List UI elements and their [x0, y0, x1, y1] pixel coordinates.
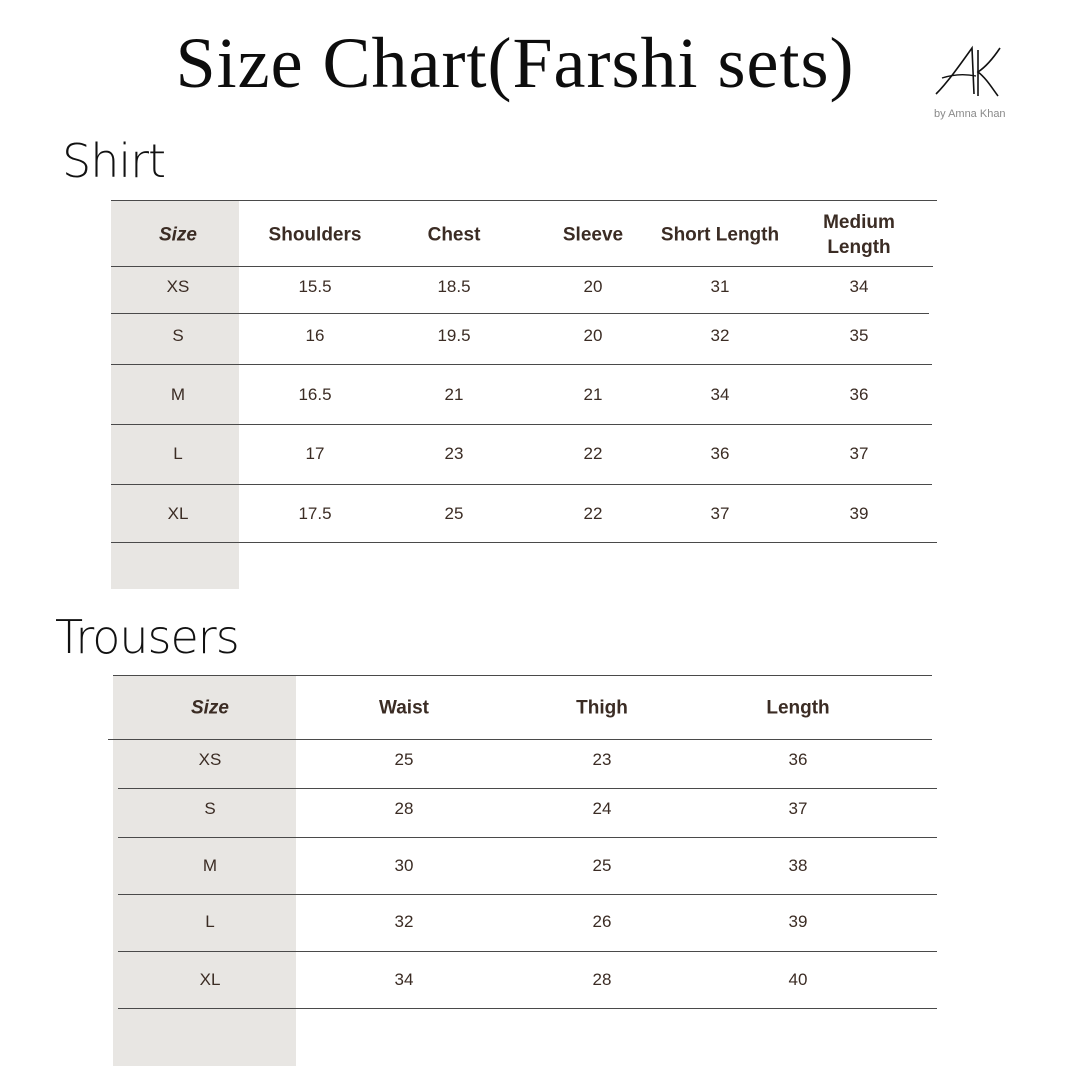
trousers-row-divider: [113, 675, 932, 676]
shirt-row-divider: [111, 364, 932, 365]
shirt-row-divider: [111, 484, 932, 485]
shirt-cell-sleeve: 21: [583, 385, 603, 404]
trousers-row-divider: [118, 894, 937, 895]
monogram-icon: [928, 44, 1008, 104]
trousers-cell-thigh: 28: [592, 970, 612, 989]
shirt-cell-short-length: 32: [710, 326, 730, 345]
trousers-cell-length: 40: [788, 970, 808, 989]
shirt-header-sleeve: Sleeve: [562, 224, 624, 246]
trousers-cell-size: L: [205, 912, 215, 931]
shirt-cell-chest: 23: [444, 444, 464, 463]
trousers-header-size: Size: [190, 697, 230, 719]
trousers-row-divider: [108, 739, 932, 740]
trousers-row-divider: [118, 837, 937, 838]
shirt-row-divider: [111, 200, 937, 201]
trousers-cell-size: S: [204, 799, 216, 818]
trousers-cell-size: XS: [198, 750, 222, 769]
shirt-heading: Shirt: [62, 134, 166, 188]
page-title: Size Chart(Farshi sets): [175, 23, 855, 103]
shirt-cell-chest: 19.5: [437, 326, 471, 345]
shirt-cell-chest: 18.5: [437, 277, 471, 296]
trousers-cell-size: M: [202, 856, 218, 875]
shirt-row-divider: [111, 424, 932, 425]
trousers-row-divider: [118, 951, 937, 952]
trousers-cell-thigh: 24: [592, 799, 612, 818]
shirt-cell-size: M: [170, 385, 186, 404]
trousers-cell-waist: 28: [394, 799, 414, 818]
trousers-cell-waist: 30: [394, 856, 414, 875]
shirt-cell-size: S: [172, 326, 184, 345]
trousers-header-length: Length: [766, 697, 830, 719]
trousers-cell-length: 37: [788, 799, 808, 818]
trousers-cell-waist: 32: [394, 912, 414, 931]
shirt-cell-medium-length: 36: [849, 385, 869, 404]
trousers-header-waist: Waist: [379, 697, 429, 719]
trousers-cell-waist: 34: [394, 970, 414, 989]
shirt-header-size: Size: [158, 224, 198, 246]
brand-byline: by Amna Khan: [934, 108, 1006, 120]
shirt-cell-short-length: 37: [710, 504, 730, 523]
shirt-cell-sleeve: 20: [583, 326, 603, 345]
trousers-cell-length: 38: [788, 856, 808, 875]
trousers-cell-thigh: 26: [592, 912, 612, 931]
trousers-cell-size: XL: [199, 970, 221, 989]
trousers-header-thigh: Thigh: [576, 697, 628, 719]
shirt-row-divider: [111, 542, 937, 543]
shirt-cell-shoulders: 16.5: [298, 385, 332, 404]
shirt-cell-sleeve: 22: [583, 504, 603, 523]
shirt-cell-medium-length: 39: [849, 504, 869, 523]
trousers-row-divider: [118, 1008, 937, 1009]
shirt-header-short-length: Short Length: [660, 224, 780, 246]
shirt-cell-sleeve: 22: [583, 444, 603, 463]
shirt-header-chest: Chest: [427, 224, 481, 246]
shirt-header-shoulders: Shoulders: [268, 224, 362, 246]
trousers-heading: Trousers: [55, 610, 239, 664]
shirt-cell-short-length: 31: [710, 277, 730, 296]
shirt-cell-medium-length: 37: [849, 444, 869, 463]
trousers-cell-waist: 25: [394, 750, 414, 769]
shirt-cell-medium-length: 35: [849, 326, 869, 345]
shirt-cell-medium-length: 34: [849, 277, 869, 296]
shirt-cell-size: L: [173, 444, 183, 463]
shirt-row-divider: [111, 313, 929, 314]
trousers-cell-length: 36: [788, 750, 808, 769]
shirt-cell-shoulders: 17.5: [298, 504, 332, 523]
shirt-cell-chest: 21: [444, 385, 464, 404]
trousers-cell-thigh: 25: [592, 856, 612, 875]
brand-logo: [928, 44, 1018, 124]
shirt-cell-shoulders: 16: [305, 326, 325, 345]
shirt-cell-chest: 25: [444, 504, 464, 523]
trousers-cell-length: 39: [788, 912, 808, 931]
shirt-cell-short-length: 34: [710, 385, 730, 404]
shirt-cell-size: XL: [167, 504, 189, 523]
shirt-row-divider: [111, 266, 933, 267]
shirt-header-medium-length: Medium Length: [823, 212, 895, 258]
shirt-cell-shoulders: 15.5: [298, 277, 332, 296]
shirt-cell-sleeve: 20: [583, 277, 603, 296]
shirt-cell-size: XS: [166, 277, 190, 296]
trousers-row-divider: [118, 788, 937, 789]
shirt-cell-shoulders: 17: [305, 444, 325, 463]
shirt-cell-short-length: 36: [710, 444, 730, 463]
trousers-cell-thigh: 23: [592, 750, 612, 769]
